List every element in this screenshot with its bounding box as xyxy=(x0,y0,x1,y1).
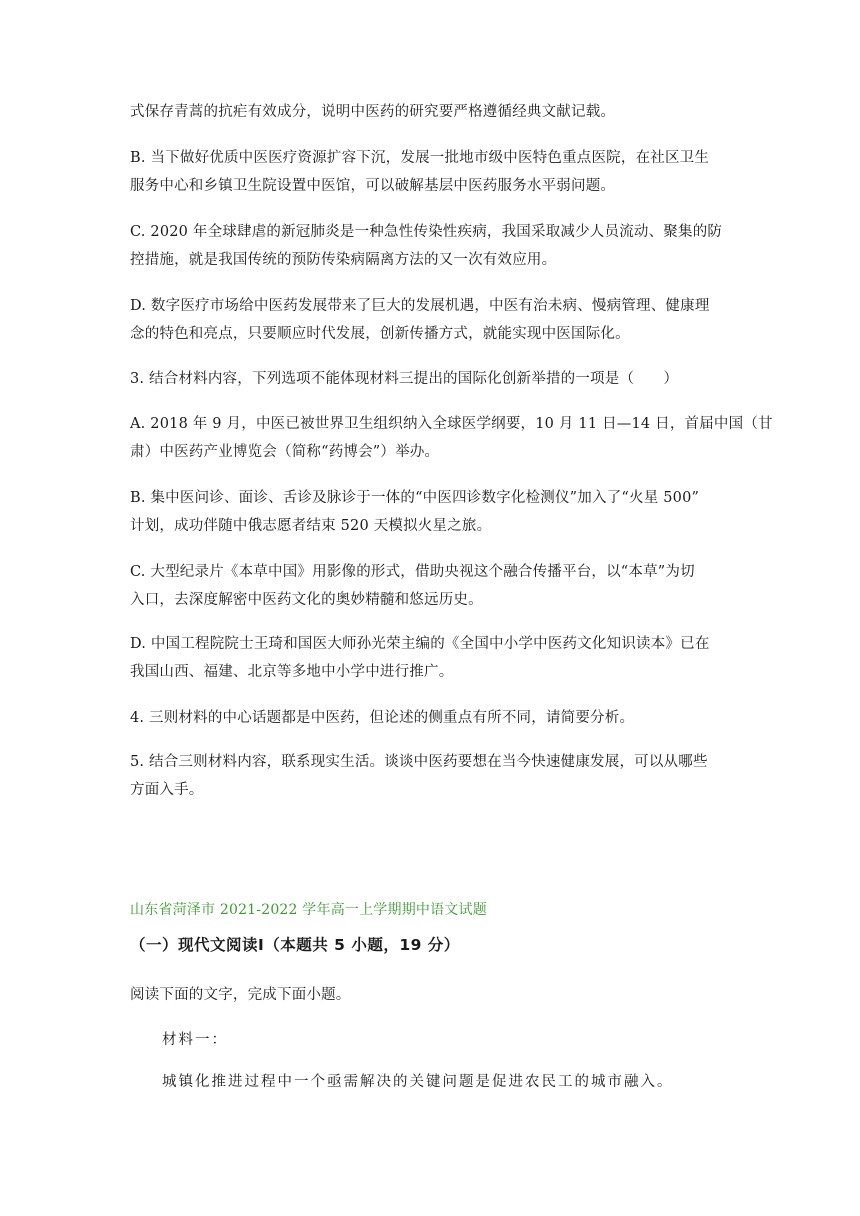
paragraph-line: 式保存青蒿的抗疟有效成分，说明中医药的研究要严格遵循经典文献记载。 xyxy=(130,104,616,120)
question-5-line-2: 方面入手。 xyxy=(130,782,204,798)
question-4: 4. 三则材料的中心话题都是中医药，但论述的侧重点有所不同，请简要分析。 xyxy=(130,710,635,726)
option-b-line-2: 服务中心和乡镇卫生院设置中医馆，可以破解基层中医药服务水平弱问题。 xyxy=(130,178,616,194)
q3-option-b-line-2: 计划，成功伴随中俄志愿者结束 520 天模拟火星之旅。 xyxy=(130,518,492,534)
instruction: 阅读下面的文字，完成下面小题。 xyxy=(130,987,351,1003)
option-c-line-1: C. 2020 年全球肆虐的新冠肺炎是一种急性传染性疾病，我国采取减少人员流动、聚集的防 xyxy=(130,224,723,240)
option-b-line-1: B. 当下做好优质中医医疗资源扩容下沉，发展一批地市级中医特色重点医院，在社区卫生 xyxy=(130,150,710,166)
q3-option-d-line-1: D. 中国工程院院士王琦和国医大师孙光荣主编的《全国中小学中医药文化知识读本》已在 xyxy=(130,636,710,652)
q3-option-b-line-1: B. 集中医问诊、面诊、舌诊及脉诊于一体的“中医四诊数字化检测仪”加入了“火星 500” xyxy=(130,490,700,506)
q3-option-a-line-2: 肃）中医药产业博览会（简称“药博会”）举办。 xyxy=(130,444,440,460)
material-label: 材料一： xyxy=(162,1032,228,1048)
q3-option-d-line-2: 我国山西、福建、北京等多地中小学中进行推广。 xyxy=(130,664,454,680)
option-c-line-2: 控措施，就是我国传统的预防传染病隔离方法的又一次有效应用。 xyxy=(130,252,557,268)
q3-option-c-line-2: 入口，去深度解密中医药文化的奥妙精髓和悠远历史。 xyxy=(130,592,483,608)
q3-option-a-line-1: A. 2018 年 9 月，中医已被世界卫生组织纳入全球医学纲要，10 月 11 日—14 日，首届中国（甘 xyxy=(130,416,773,432)
section-heading: （一）现代文阅读Ⅰ（本题共 5 小题，19 分） xyxy=(130,936,460,954)
material-first-sentence: 城镇化推进过程中一个亟需解决的关键问题是促进农民工的城市融入。 xyxy=(162,1074,674,1090)
question-3: 3. 结合材料内容，下列选项不能体现材料三提出的国际化创新举措的一项是（ ） xyxy=(130,371,679,387)
source-title: 山东省菏泽市 2021-2022 学年高一上学期期中语文试题 xyxy=(130,902,487,918)
question-5-line-1: 5. 结合三则材料内容，联系现实生活。谈谈中医药要想在当今快速健康发展，可以从哪些 xyxy=(130,754,708,770)
option-d-line-2: 念的特色和亮点，只要顺应时代发展，创新传播方式，就能实现中医国际化。 xyxy=(130,326,630,342)
option-d-line-1: D. 数字医疗市场给中医药发展带来了巨大的发展机遇，中医有治未病、慢病管理、健康理 xyxy=(130,298,710,314)
q3-option-c-line-1: C. 大型纪录片《本草中国》用影像的形式，借助央视这个融合传播平台，以“本草”为切 xyxy=(130,564,695,580)
